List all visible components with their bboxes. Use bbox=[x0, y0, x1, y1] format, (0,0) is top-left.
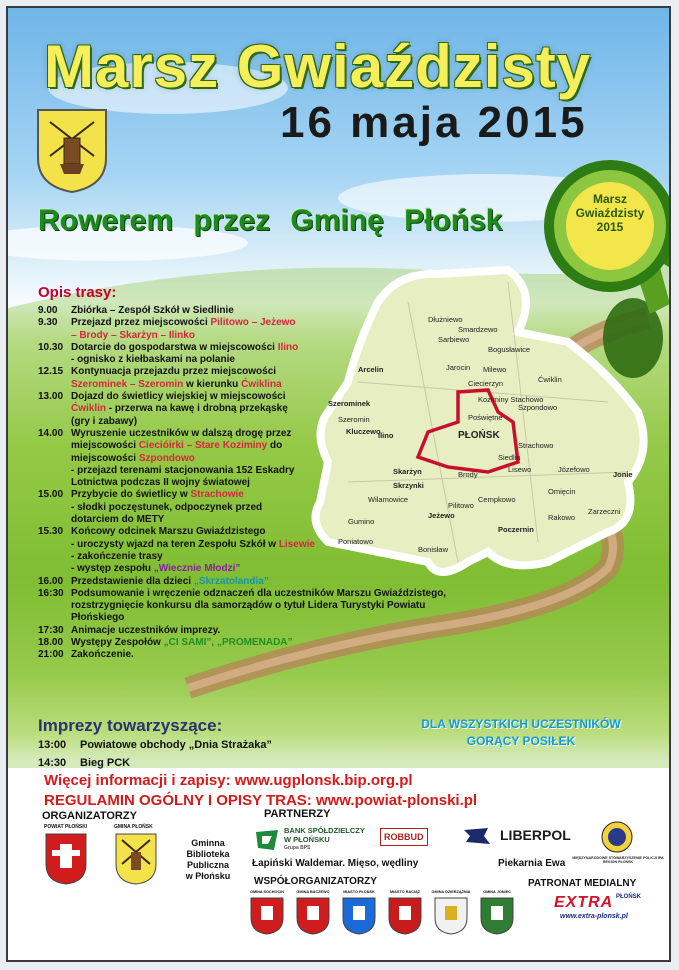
hot-meal-line2: GORĄCY POSIŁEK bbox=[466, 734, 576, 748]
schedule-text bbox=[71, 563, 478, 575]
town-label: Zarzeczni bbox=[588, 507, 621, 516]
schedule-text-segment: Lisewie bbox=[278, 538, 315, 550]
schedule-row bbox=[38, 514, 478, 526]
schedule-time: 17:30 bbox=[38, 624, 64, 636]
schedule-text-segment: Przedstawienie dla dzieci bbox=[71, 575, 194, 587]
schedule-text bbox=[71, 489, 478, 501]
bank-name-line2: W PŁOŃSKU bbox=[284, 835, 330, 844]
schedule-text bbox=[71, 305, 478, 317]
info-link[interactable]: Więcej informacji i zapisy: www.ugplonsk.bip.org.pl bbox=[44, 772, 413, 789]
schedule-text bbox=[71, 649, 478, 661]
schedule-time: 14.00 bbox=[38, 427, 64, 439]
bank-logo bbox=[254, 826, 372, 856]
town-label: Ilino bbox=[378, 431, 394, 440]
schedule-text-segment: Lotnictwa podczas II wojny światowej bbox=[71, 477, 250, 489]
schedule-text-segment: „Wiecznie Młodzi” bbox=[153, 563, 241, 575]
schedule-row bbox=[38, 354, 478, 366]
partners-label: PARTNERZY bbox=[264, 808, 331, 820]
town-label: Strachowo bbox=[518, 441, 554, 450]
town-label: Poczernin bbox=[498, 525, 534, 534]
schedule-text bbox=[71, 514, 478, 526]
event-text: Powiatowe obchody „Dnia Strażaka” bbox=[80, 739, 272, 751]
org2-name: GMINA PŁOŃSK bbox=[114, 824, 153, 830]
town-label: Jonie bbox=[613, 470, 633, 479]
powiat-crest-icon bbox=[44, 832, 88, 886]
schedule-time: 9.00 bbox=[38, 305, 58, 316]
schedule-text-segment: miejscowości bbox=[71, 452, 139, 464]
schedule-text bbox=[71, 366, 478, 378]
event-date: 16 maja 2015 bbox=[280, 98, 588, 147]
schedule-text-segment: Strachowie bbox=[190, 489, 244, 501]
schedule-time bbox=[38, 416, 71, 428]
coorganizer-name: MIASTO PŁOŃSK bbox=[343, 890, 375, 894]
schedule-text-segment: Animacje uczestników imprezy. bbox=[71, 624, 221, 636]
schedule-row bbox=[38, 489, 478, 501]
coorganizer-name: GMINA SOCHOCIN bbox=[249, 890, 285, 894]
schedule-text-segment: rozstrzygnięcie konkursu dla samorządów o tytuł Lidera Turystyki Powiatu Płońskiego bbox=[71, 600, 426, 624]
schedule-time: 21:00 bbox=[38, 649, 64, 661]
town-label: Dłużniewo bbox=[428, 315, 463, 324]
schedule-time bbox=[38, 502, 71, 514]
schedule-text-segment: – Brody – Skarżyn – Ilinko bbox=[71, 329, 195, 341]
schedule-row bbox=[38, 526, 478, 538]
schedule-text-segment: - przerwa na kawę i drobną przekąskę bbox=[106, 403, 288, 415]
town-label: Lisewo bbox=[508, 465, 532, 474]
town-label: Bonisław bbox=[418, 545, 449, 554]
coorganizer-crest-icon bbox=[295, 896, 331, 936]
town-label: Arcelin bbox=[358, 365, 384, 374]
schedule-text-segment: Ciecióirki – Stare Koziminy bbox=[138, 440, 268, 452]
schedule-row bbox=[38, 428, 478, 440]
badge-line2: Gwiaździsty bbox=[575, 206, 645, 220]
library-line: Publiczna bbox=[186, 860, 229, 870]
schedule-text-segment: Końcowy odcinek Marszu Gwiaździstego bbox=[71, 526, 266, 538]
schedule-time bbox=[38, 551, 71, 563]
schedule-row bbox=[38, 391, 478, 403]
robbud-logo: ROBBUD bbox=[380, 828, 428, 846]
schedule-time: 18.00 bbox=[38, 637, 64, 649]
schedule-text-segment: Wyruszenie uczestników w dalszą drogę przez bbox=[71, 427, 292, 439]
schedule-text bbox=[71, 453, 478, 465]
schedule-row bbox=[38, 563, 478, 575]
town-label: Jarocin bbox=[446, 363, 471, 372]
schedule-time bbox=[38, 514, 71, 526]
town-label: Sarbiewo bbox=[438, 335, 470, 344]
town-label: Szeromin bbox=[338, 415, 370, 424]
schedule-row bbox=[38, 403, 478, 415]
schedule-text-segment: Podsumowanie i wręczenie odznaczeń dla uczestników Marszu Gwiaździstego, bbox=[71, 587, 447, 599]
library-line: w Płońsku bbox=[185, 871, 231, 881]
schedule-time bbox=[38, 403, 71, 415]
schedule-row bbox=[38, 330, 478, 342]
badge-line3: 2015 bbox=[596, 220, 624, 234]
extra-sub: PŁOŃSK bbox=[616, 894, 642, 900]
bank-name bbox=[284, 826, 365, 853]
schedule-row bbox=[38, 305, 478, 317]
liberpol-icon bbox=[462, 826, 492, 846]
town-label: PŁOŃSK bbox=[458, 430, 500, 441]
coorganizer-crest-icon bbox=[433, 896, 469, 936]
schedule-row bbox=[38, 649, 478, 661]
schedule-row bbox=[38, 477, 478, 489]
town-label: Milewo bbox=[483, 365, 507, 374]
schedule-time: 16:30 bbox=[38, 587, 64, 599]
schedule-time: 16.00 bbox=[38, 575, 64, 587]
town-label: Skrzynki bbox=[393, 481, 424, 490]
coorganizer-logo bbox=[430, 890, 472, 936]
schedule-text bbox=[71, 576, 478, 588]
schedule-text-segment: Ilino bbox=[277, 341, 299, 353]
coorganizer-crest-icon bbox=[387, 896, 423, 936]
town-label: Wilamowice bbox=[368, 495, 409, 504]
schedule-row bbox=[38, 600, 478, 625]
route-heading: Opis trasy: bbox=[38, 284, 117, 301]
schedule-text bbox=[71, 625, 478, 637]
schedule-row bbox=[38, 379, 478, 391]
schedule-row bbox=[38, 576, 478, 588]
coorganizer-logo bbox=[476, 890, 518, 936]
schedule-time bbox=[38, 354, 71, 366]
town-label: Rakowo bbox=[548, 513, 576, 522]
schedule-text-segment: Szerominek – Szeromin bbox=[71, 378, 184, 390]
event-time: 13:00 bbox=[38, 739, 67, 751]
schedule-row bbox=[38, 317, 478, 329]
poster-subtitle: Rowerem przez Gminę Płońsk bbox=[38, 204, 503, 237]
schedule-time bbox=[38, 453, 71, 465]
schedule-text-segment: do bbox=[267, 440, 283, 452]
schedule-row bbox=[38, 551, 478, 563]
gmina-crest-icon bbox=[114, 832, 158, 886]
coorganizer-logo bbox=[246, 890, 288, 936]
schedule-text-segment: Zakończenie. bbox=[71, 649, 134, 661]
schedule-text bbox=[71, 600, 478, 625]
coorganizers-label: WSPÓŁORGANIZATORZY bbox=[254, 876, 377, 887]
schedule-time bbox=[38, 440, 71, 452]
town-label: Szpondowo bbox=[518, 403, 558, 412]
schedule-time bbox=[38, 379, 71, 391]
bank-name-line1: BANK SPÓŁDZIELCZY bbox=[284, 826, 365, 835]
schedule-time: 15.30 bbox=[38, 526, 64, 538]
event-time: 14:30 bbox=[38, 757, 67, 769]
schedule-text-segment: dotarciem do METY bbox=[71, 514, 165, 526]
schedule-row bbox=[38, 416, 478, 428]
poster bbox=[6, 6, 671, 962]
schedule-text bbox=[71, 416, 478, 428]
schedule-text-segment: Szpondowo bbox=[138, 452, 195, 464]
extra-wordmark: EXTRA bbox=[554, 894, 614, 911]
coorganizer-crest-icon bbox=[341, 896, 377, 936]
schedule-text bbox=[71, 477, 478, 489]
regulamin-link[interactable]: REGULAMIN OGÓLNY I OPISY TRAS: www.powiat-plonski.pl bbox=[44, 792, 478, 809]
coorganizer-name: GMINA DZIERZĄŻNIA bbox=[431, 890, 471, 894]
windmill-crest-icon bbox=[36, 108, 108, 194]
schedule-text bbox=[71, 379, 478, 391]
schedule-row bbox=[38, 453, 478, 465]
hot-meal-notice bbox=[386, 716, 656, 750]
schedule-row bbox=[38, 366, 478, 378]
schedule-text-segment: - słodki poczęstunek, odpoczynek przed bbox=[71, 501, 263, 513]
schedule-text-segment: - występ zespołu bbox=[71, 563, 154, 575]
town-label: Ćwiklin bbox=[538, 375, 562, 384]
coorganizer-crest-icon bbox=[479, 896, 515, 936]
schedule-row bbox=[38, 440, 478, 452]
event-row bbox=[38, 736, 272, 754]
schedule-text-segment: (gry i zabawy) bbox=[71, 415, 138, 427]
coorganizer-logos bbox=[246, 890, 526, 940]
schedule-text bbox=[71, 440, 478, 452]
event-row bbox=[38, 754, 272, 772]
schedule-text bbox=[71, 539, 478, 551]
schedule-text-segment: Występy Zespołów bbox=[71, 637, 164, 649]
poster-title: Marsz Gwiaździsty bbox=[44, 33, 592, 100]
schedule-time bbox=[38, 600, 71, 625]
schedule-text bbox=[71, 317, 478, 329]
town-label: Józefowo bbox=[558, 465, 590, 474]
bank-icon bbox=[254, 828, 280, 852]
schedule-time: 10.30 bbox=[38, 341, 64, 353]
coorganizer-logo bbox=[384, 890, 426, 936]
schedule-text-segment: Ćwiklina bbox=[241, 378, 282, 390]
library-line: Gminna bbox=[191, 838, 225, 848]
schedule-time bbox=[38, 539, 71, 551]
schedule-text bbox=[71, 428, 478, 440]
schedule-text-segment: Kontynuacja przejazdu przez miejscowości bbox=[71, 366, 277, 378]
coorganizer-logo bbox=[292, 890, 334, 936]
schedule-text-segment: - zakończenie trasy bbox=[71, 550, 163, 562]
bank-sub: Grupa BPS bbox=[284, 845, 311, 851]
coorganizer-logo bbox=[338, 890, 380, 936]
coorganizer-name: GMINA BACZEWO bbox=[296, 890, 330, 894]
schedule-text bbox=[71, 403, 478, 415]
schedule-text-segment: Ćwiklin bbox=[71, 403, 107, 415]
side-events bbox=[38, 716, 272, 772]
badge-line1: Marsz bbox=[592, 192, 627, 206]
hot-meal-line1: DLA WSZYSTKICH UCZESTNIKÓW bbox=[421, 717, 621, 731]
organizers-label: ORGANIZATORZY bbox=[42, 810, 137, 822]
library-name bbox=[180, 838, 236, 882]
schedule-time bbox=[38, 477, 71, 489]
side-events-heading: Imprezy towarzyszące: bbox=[38, 716, 223, 735]
coorganizer-name: GMINA JONIEC bbox=[483, 890, 511, 894]
schedule-text-segment: - przejazd terenami stacjonowania 152 Eskadry bbox=[71, 464, 295, 476]
media-patron-label: PATRONAT MEDIALNY bbox=[528, 878, 637, 889]
town-label: Poniatowo bbox=[338, 537, 374, 546]
town-label: Szerominek bbox=[328, 399, 371, 408]
police-text: MIĘDZYNARODOWE STOWARZYSZENIE POLICJI IPA REGION PŁOŃSK bbox=[572, 856, 664, 864]
lapinski-label: Łapiński Waldemar. Mięso, wędliny bbox=[252, 858, 419, 869]
org1-name: POWIAT PŁOŃSKI bbox=[44, 824, 88, 830]
schedule-text-segment: Dotarcie do gospodarstwa w miejscowości bbox=[71, 341, 278, 353]
town-label: Skarżyn bbox=[393, 467, 422, 476]
badge-text bbox=[566, 192, 654, 234]
schedule-text-segment: Przejazd przez miejscowości bbox=[71, 317, 211, 329]
schedule-row bbox=[38, 637, 478, 649]
town-label: Brody bbox=[458, 470, 478, 479]
schedule-text-segment: Dojazd do świetlicy wiejskiej w miejscowości bbox=[71, 391, 286, 403]
schedule-row bbox=[38, 342, 478, 354]
schedule-row bbox=[38, 539, 478, 551]
schedule-time: 9.30 bbox=[38, 317, 58, 329]
extra-logo bbox=[552, 894, 662, 924]
schedule-text-segment: „CI SAMI”, „PROMENADA” bbox=[163, 637, 293, 649]
schedule-text bbox=[71, 354, 478, 366]
liberpol-name: LIBERPOL bbox=[500, 827, 571, 843]
schedule-time bbox=[38, 330, 71, 342]
schedule-text bbox=[71, 551, 478, 563]
town-label: Bogusławice bbox=[488, 345, 531, 354]
schedule-text-segment: - uroczysty wjazd na teren Zespołu Szkół w bbox=[71, 538, 279, 550]
schedule-text-segment: miejscowości bbox=[71, 440, 139, 452]
town-label: Poświętne bbox=[468, 413, 503, 422]
town-label: Jeżewo bbox=[428, 511, 455, 520]
schedule-text bbox=[71, 342, 478, 354]
schedule-text bbox=[71, 526, 478, 538]
town-label: Koziminy Stachowo bbox=[478, 395, 544, 404]
schedule-time bbox=[38, 563, 71, 575]
town-label: Gumino bbox=[348, 517, 375, 526]
schedule-row bbox=[38, 625, 478, 637]
town-label: Kluczewo bbox=[346, 427, 381, 436]
schedule-text bbox=[71, 637, 478, 649]
schedule-text-segment: w kierunku bbox=[183, 378, 242, 390]
coorganizer-crest-icon bbox=[249, 896, 285, 936]
schedule-text bbox=[71, 465, 478, 477]
schedule-row bbox=[38, 465, 478, 477]
town-label: Ciecierzyn bbox=[468, 379, 504, 388]
town-label: Pilitowo bbox=[448, 501, 474, 510]
schedule-text bbox=[71, 391, 478, 403]
schedule-text-segment: - ognisko z kiełbaskami na polanie bbox=[71, 354, 235, 366]
schedule-row bbox=[38, 502, 478, 514]
route-description bbox=[38, 284, 478, 662]
library-line: Biblioteka bbox=[186, 849, 230, 859]
schedule-text bbox=[71, 330, 478, 342]
schedule-time bbox=[38, 465, 71, 477]
town-label: Cempkowo bbox=[478, 495, 516, 504]
schedule-text bbox=[71, 502, 478, 514]
schedule-text-segment: Zbiórka – Zespół Szkół w Siedlinie bbox=[71, 305, 234, 316]
schedule-time: 13.00 bbox=[38, 391, 64, 403]
town-label: Smardzewo bbox=[458, 325, 498, 334]
schedule-text-segment: Przybycie do świetlicy w bbox=[71, 489, 191, 501]
town-label: Siedlin bbox=[498, 453, 521, 462]
schedule-time: 12.15 bbox=[38, 366, 64, 378]
police-ipa-icon bbox=[600, 820, 634, 854]
event-text: Bieg PCK bbox=[80, 757, 131, 769]
schedule-text bbox=[71, 588, 478, 600]
schedule-row bbox=[38, 588, 478, 600]
schedule-time: 15.00 bbox=[38, 489, 64, 501]
extra-url[interactable]: www.extra-plonsk.pl bbox=[560, 913, 628, 920]
schedule-text-segment: „Skrzatolandia” bbox=[193, 575, 269, 587]
coorganizer-name: MIASTO RACIĄŻ bbox=[389, 890, 421, 894]
schedule-text-segment: Pilitowo – Jeżewo bbox=[210, 317, 296, 329]
schedule-list bbox=[38, 305, 478, 662]
piekarnia-label: Piekarnia Ewa bbox=[498, 858, 566, 869]
town-label: Omięcin bbox=[548, 487, 576, 496]
